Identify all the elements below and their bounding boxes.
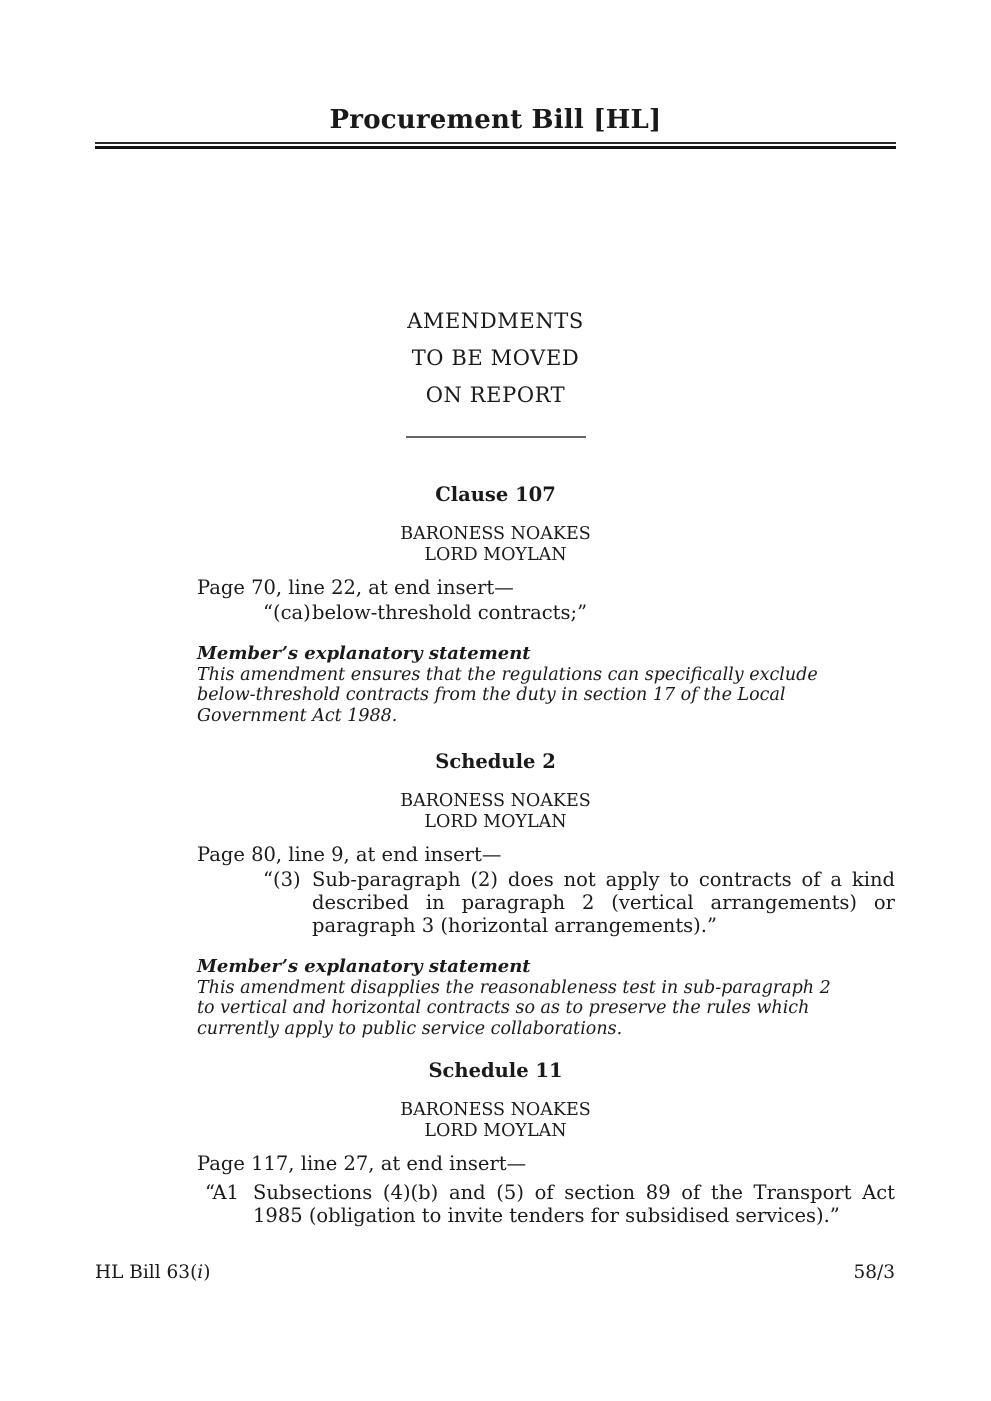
explanatory-text: This amendment ensures that the regulations can specifically exclude below-threshold contracts from the duty in section 17 of the Local Government Act 1988. [197, 664, 818, 726]
bill-number: HL Bill 63(i) [95, 1262, 211, 1283]
explanatory-statement [197, 957, 837, 1039]
insert-marker: “(3) [263, 868, 301, 891]
header-amendments: AMENDMENTS [407, 309, 584, 333]
heading-schedule-2: Schedule 2 [435, 750, 556, 773]
insert-marker: “A1 [205, 1181, 239, 1204]
inserted-text-row [263, 868, 991, 937]
insert-marker: “(ca) [263, 601, 311, 624]
sponsor-name: LORD MOYLAN [424, 1120, 567, 1141]
sponsor-name: LORD MOYLAN [424, 544, 567, 565]
heading-schedule-11: Schedule 11 [428, 1059, 563, 1082]
explanatory-text: This amendment disapplies the reasonableness test in sub-paragraph 2 to vertical and horizontal contracts so as to preserve the rules which currently apply to public service collaborations. [197, 977, 831, 1039]
sponsor-name: BARONESS NOAKES [400, 524, 591, 544]
page-footer [95, 1262, 895, 1284]
sponsor-list [0, 791, 991, 832]
sponsor-name: BARONESS NOAKES [400, 791, 591, 811]
inserted-text-row [263, 601, 991, 624]
explanatory-statement [197, 644, 837, 726]
sponsor-list [0, 1100, 991, 1141]
title-rule-thin [95, 142, 896, 144]
title-rule-thick [95, 146, 896, 149]
header-on-report: ON REPORT [425, 383, 566, 407]
sponsor-list [0, 524, 991, 565]
insert-text: Sub-paragraph (2) does not apply to contracts of a kind described in paragraph 2 (vertical arrangements) or paragraph 3 (horizontal arrangements).” [312, 868, 895, 937]
amendment-instruction: Page 70, line 22, at end insert— [197, 576, 514, 599]
insert-text: Subsections (4)(b) and (5) of section 89 of the Transport Act 1985 (obligation to invite tenders for subsidised services).” [253, 1181, 895, 1227]
bill-title: Procurement Bill [HL] [329, 105, 662, 135]
sheet-number: 58/3 [853, 1262, 895, 1283]
explanatory-label: Member’s explanatory statement [197, 956, 531, 977]
explanatory-label: Member’s explanatory statement [197, 643, 531, 664]
amendment-instruction: Page 117, line 27, at end insert— [197, 1152, 527, 1175]
inserted-text-row [205, 1181, 991, 1227]
amendment-instruction: Page 80, line 9, at end insert— [197, 843, 502, 866]
header-to-be-moved: TO BE MOVED [411, 346, 580, 370]
sponsor-name: BARONESS NOAKES [400, 1100, 591, 1120]
sponsor-name: LORD MOYLAN [424, 811, 567, 832]
insert-text: below-threshold contracts;” [312, 601, 588, 624]
section-separator-rule [406, 436, 586, 438]
heading-clause-107: Clause 107 [435, 483, 556, 506]
